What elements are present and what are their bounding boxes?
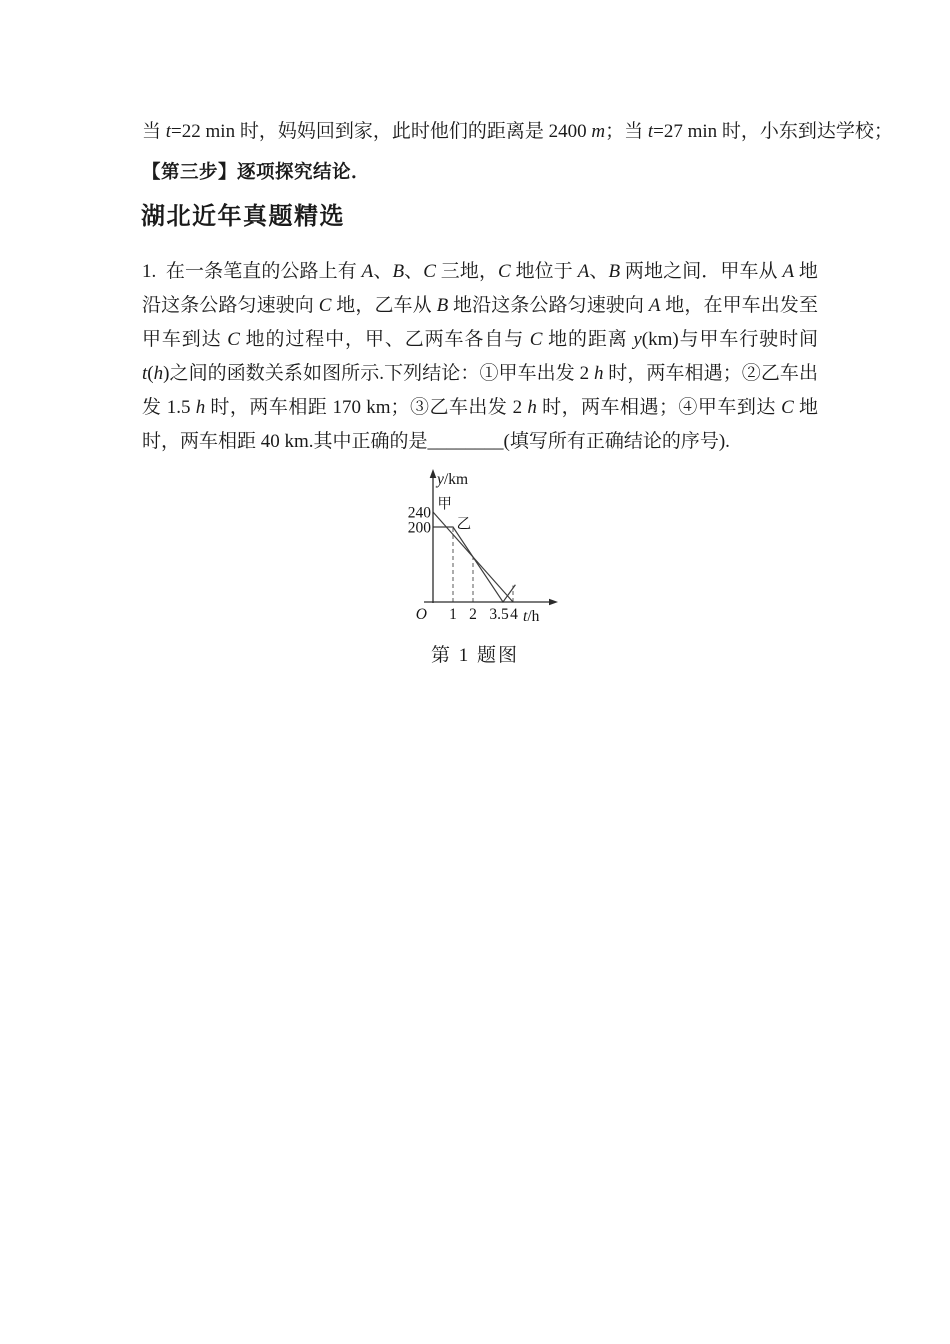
text-run: B	[608, 261, 621, 282]
text-run: t	[142, 363, 148, 384]
y-axis-arrow	[430, 469, 437, 478]
text-run: A	[361, 261, 374, 282]
text-run: 、	[589, 261, 609, 282]
text-run: ________	[427, 431, 504, 452]
text-run: t	[647, 121, 654, 142]
text-run: 、	[404, 261, 424, 282]
series-label-0: 甲	[437, 496, 452, 513]
series-label-1: 乙	[456, 516, 472, 533]
text-run: h	[153, 363, 164, 384]
text-run: A	[782, 261, 795, 282]
text-run: 1. 在一条笔直的公路上有	[142, 261, 362, 282]
text-run: 两地之间．甲车从	[620, 261, 783, 282]
text-run: 地，在甲车出发至甲车到达	[142, 295, 818, 350]
y-axis-label: y/km	[437, 471, 469, 488]
text-run: =22 min 时，妈妈回到家，此时他们的距离是 2400	[171, 121, 592, 142]
text-run: 时，两车相距 170 km；③乙车出发 2	[205, 397, 528, 418]
text-run: C	[318, 295, 332, 316]
text-run: (填写所有正确结论的序号).	[503, 431, 730, 452]
text-run: 、	[373, 261, 393, 282]
text-run: C	[227, 329, 240, 350]
text-run: 当	[142, 121, 166, 142]
x-tick-3.5: 3.5	[489, 606, 509, 623]
text-run: A	[648, 295, 661, 316]
x-tick-4: 4	[510, 606, 518, 623]
y-tick-240: 240	[407, 504, 431, 522]
text-run: 时，两车相遇；④甲车到达	[536, 397, 782, 418]
text-run: ；当	[605, 121, 648, 142]
text-run: )之间的函数关系如图所示.下列结论：①甲车出发 2	[163, 363, 594, 384]
text-run: 地，乙车从	[331, 295, 437, 316]
text-run: B	[392, 261, 405, 282]
x-axis-arrow	[549, 599, 558, 606]
text-run: (km)与甲车行驶时间	[641, 329, 818, 350]
text-run: 地沿这条公路匀速驶向	[142, 261, 818, 316]
text-run: h	[195, 397, 206, 418]
section-heading: 湖北近年真题精选	[141, 203, 345, 230]
figure-caption: 第 1 题图	[430, 645, 519, 666]
text-run: h	[593, 363, 604, 384]
text-run: 地的过程中，甲、乙两车各自与	[239, 329, 530, 350]
text-run: 逐项探究结论．	[237, 161, 371, 182]
x-tick-1: 1	[449, 606, 457, 623]
y-tick-200: 200	[407, 519, 431, 537]
text-run: 三地，	[435, 261, 499, 282]
origin-label: O	[415, 606, 427, 623]
text-run: 地时，两车相距 40 km.其中正确的是	[142, 397, 818, 452]
text-run: (	[147, 363, 154, 384]
text-run: h	[527, 397, 537, 418]
text-run: t	[165, 121, 172, 142]
text-run: A	[577, 261, 590, 282]
x-axis-label: t/h	[523, 608, 540, 625]
text-run: m	[591, 121, 606, 142]
text-run: =27 min 时，小东到达学校；	[653, 121, 893, 142]
text-run: C	[498, 261, 511, 282]
text-run: 时，两车相遇；②乙车出发 1.5	[142, 363, 818, 418]
text-run: B	[436, 295, 449, 316]
text-run: 地沿这条公路匀速驶向	[448, 295, 649, 316]
text-run: y	[633, 329, 642, 350]
text-run: C	[781, 397, 794, 418]
problem-figure-svg	[393, 468, 583, 633]
problem-1-text	[142, 255, 818, 459]
text-run: C	[423, 261, 436, 282]
text-run: 地的距离	[542, 329, 634, 350]
x-tick-2: 2	[469, 606, 477, 623]
text-run: 地位于	[510, 261, 578, 282]
step-3-line	[142, 160, 822, 183]
text-run: C	[529, 329, 543, 350]
text-run: 【第三步】	[142, 161, 238, 182]
intro-line-1	[142, 120, 893, 143]
